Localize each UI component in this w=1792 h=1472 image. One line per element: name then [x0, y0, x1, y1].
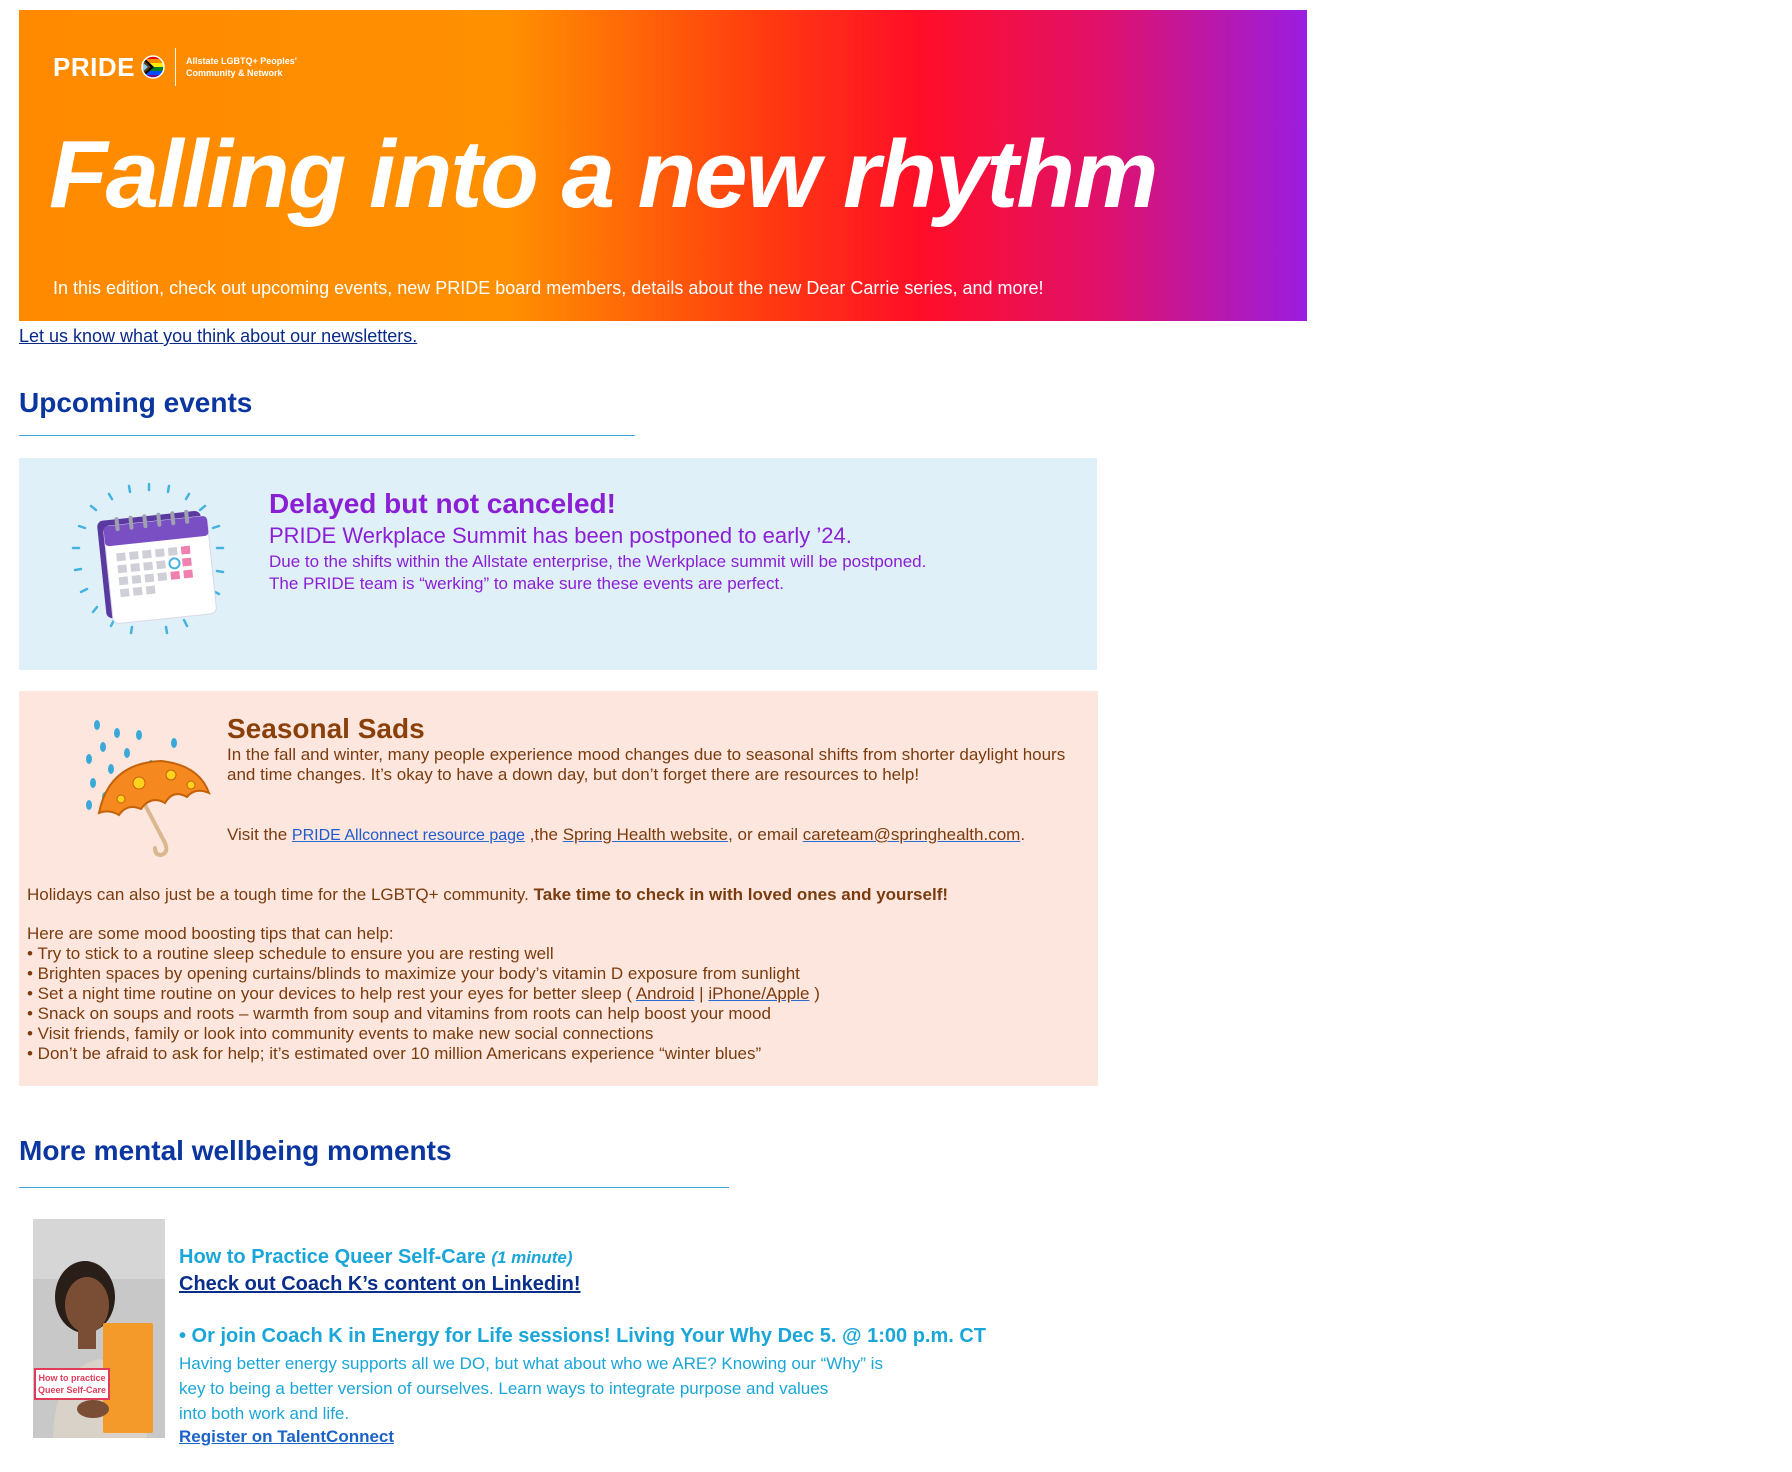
allconnect-resource-link[interactable]: PRIDE Allconnect resource page — [291, 827, 525, 844]
tip-item: • Brighten spaces by opening curtains/blinds to maximize your body’s vitamin D exposure from sunlight — [27, 964, 800, 983]
delayed-event-card — [19, 458, 1097, 670]
energy-for-life-heading: • Or join Coach K in Energy for Life sessions! Living Your Why Dec 5. @ 1:00 p.m. CT — [179, 1325, 987, 1347]
energy-for-life-description — [179, 1351, 1009, 1426]
brand-wordmark: PRIDE — [53, 51, 135, 82]
pride-logo — [53, 48, 316, 86]
progress-pride-flag-icon — [141, 55, 165, 79]
holiday-emphasis: Take time to check in with loved ones and yourself! — [533, 885, 949, 904]
tip3-prefix: • Set a night time routine on your devices to help rest your eyes for better sleep ( — [27, 984, 636, 1003]
visit-end: . — [1020, 825, 1026, 844]
tip-item: • Don’t be afraid to ask for help; it’s estimated over 10 million Americans experience “winter blues” — [27, 1044, 762, 1063]
umbrella-icon — [69, 713, 219, 863]
description-line-3: into both work and life. — [179, 1404, 350, 1423]
coach-k-video-thumbnail[interactable] — [33, 1219, 165, 1438]
hero-banner — [19, 10, 1307, 321]
video-title: How to Practice Queer Self-Care — [179, 1246, 492, 1268]
visit-prefix: Visit the — [227, 825, 292, 844]
org-line-2: Community & Network — [185, 68, 283, 78]
android-link[interactable]: Android — [635, 984, 695, 1003]
delayed-subtitle: PRIDE Werkplace Summit has been postponed to early ’24. — [269, 523, 852, 548]
spring-health-link[interactable]: Spring Health website — [562, 825, 729, 844]
iphone-apple-link[interactable]: iPhone/Apple — [708, 984, 810, 1003]
tips-intro: Here are some mood boosting tips that can help: — [27, 924, 394, 943]
coach-portrait-image — [33, 1219, 165, 1438]
description-line-1: Having better energy supports all we DO, but what about who we ARE? Knowing our “Why” is — [179, 1354, 883, 1373]
tip-item: • Snack on soups and roots – warmth from soup and vitamins from roots can help boost your mood — [27, 1004, 771, 1023]
tip3-end: ) — [809, 984, 820, 1003]
careteam-email-link[interactable]: careteam@springhealth.com — [802, 825, 1021, 844]
org-line-1: Allstate LGBTQ+ Peoples' — [185, 56, 297, 66]
banner-headline: Falling into a new rhythm — [49, 121, 1157, 228]
banner-intro: In this edition, check out upcoming events, new PRIDE board members, details about the new Dear Carrie series, and more! — [53, 278, 1044, 298]
holiday-text: Holidays can also just be a tough time for the LGBTQ+ community. — [27, 885, 534, 904]
delayed-body — [269, 551, 926, 595]
tip-item-devices — [27, 984, 820, 1004]
tip-item: • Visit friends, family or look into community events to make new social connections — [27, 1024, 654, 1043]
tip-item: • Try to stick to a routine sleep schedule to ensure you are resting well — [27, 944, 554, 963]
brand-org-name — [186, 55, 316, 79]
photo-caption-line-1: How to practice — [38, 1373, 106, 1383]
photo-caption-line-2: Queer Self-Care — [37, 1385, 107, 1395]
visit-or: , or email — [728, 825, 803, 844]
seasonal-title: Seasonal Sads — [227, 713, 425, 744]
brand-divider — [175, 48, 176, 86]
seasonal-resources — [227, 825, 1087, 846]
wellbeing-heading: More mental wellbeing moments — [19, 1135, 452, 1166]
queer-self-care-title — [179, 1246, 573, 1269]
calendar-icon — [59, 470, 239, 650]
delayed-line-1: Due to the shifts within the Allstate enterprise, the Werkplace summit will be postponed. — [269, 552, 927, 571]
visit-mid: ,the — [524, 825, 563, 844]
tip3-separator: | — [694, 984, 709, 1003]
linkedin-content-link[interactable]: Check out Coach K’s content on Linkedin! — [179, 1273, 581, 1295]
description-line-2: key to being a better version of ourselves. Learn ways to integrate purpose and values — [179, 1379, 829, 1398]
seasonal-body: In the fall and winter, many people experience mood changes due to seasonal shifts from shorter daylight hours and time changes. It’s okay to have a down day, but don’t forget there are resources to help! — [227, 745, 1066, 784]
video-duration: (1 minute) — [491, 1248, 573, 1267]
delayed-title: Delayed but not canceled! — [269, 488, 616, 519]
delayed-line-2: The PRIDE team is “werking” to make sure these events are perfect. — [269, 574, 784, 593]
holiday-note — [27, 885, 948, 905]
wellbeing-divider — [19, 1187, 729, 1188]
upcoming-events-divider — [19, 435, 635, 436]
upcoming-events-heading: Upcoming events — [19, 387, 253, 418]
mood-tips-list — [27, 924, 820, 1064]
seasonal-sads-card — [19, 691, 1098, 1086]
register-talentconnect-link[interactable]: Register on TalentConnect — [179, 1427, 395, 1446]
newsletter-feedback-link[interactable]: Let us know what you think about our newsletters. — [19, 326, 418, 346]
